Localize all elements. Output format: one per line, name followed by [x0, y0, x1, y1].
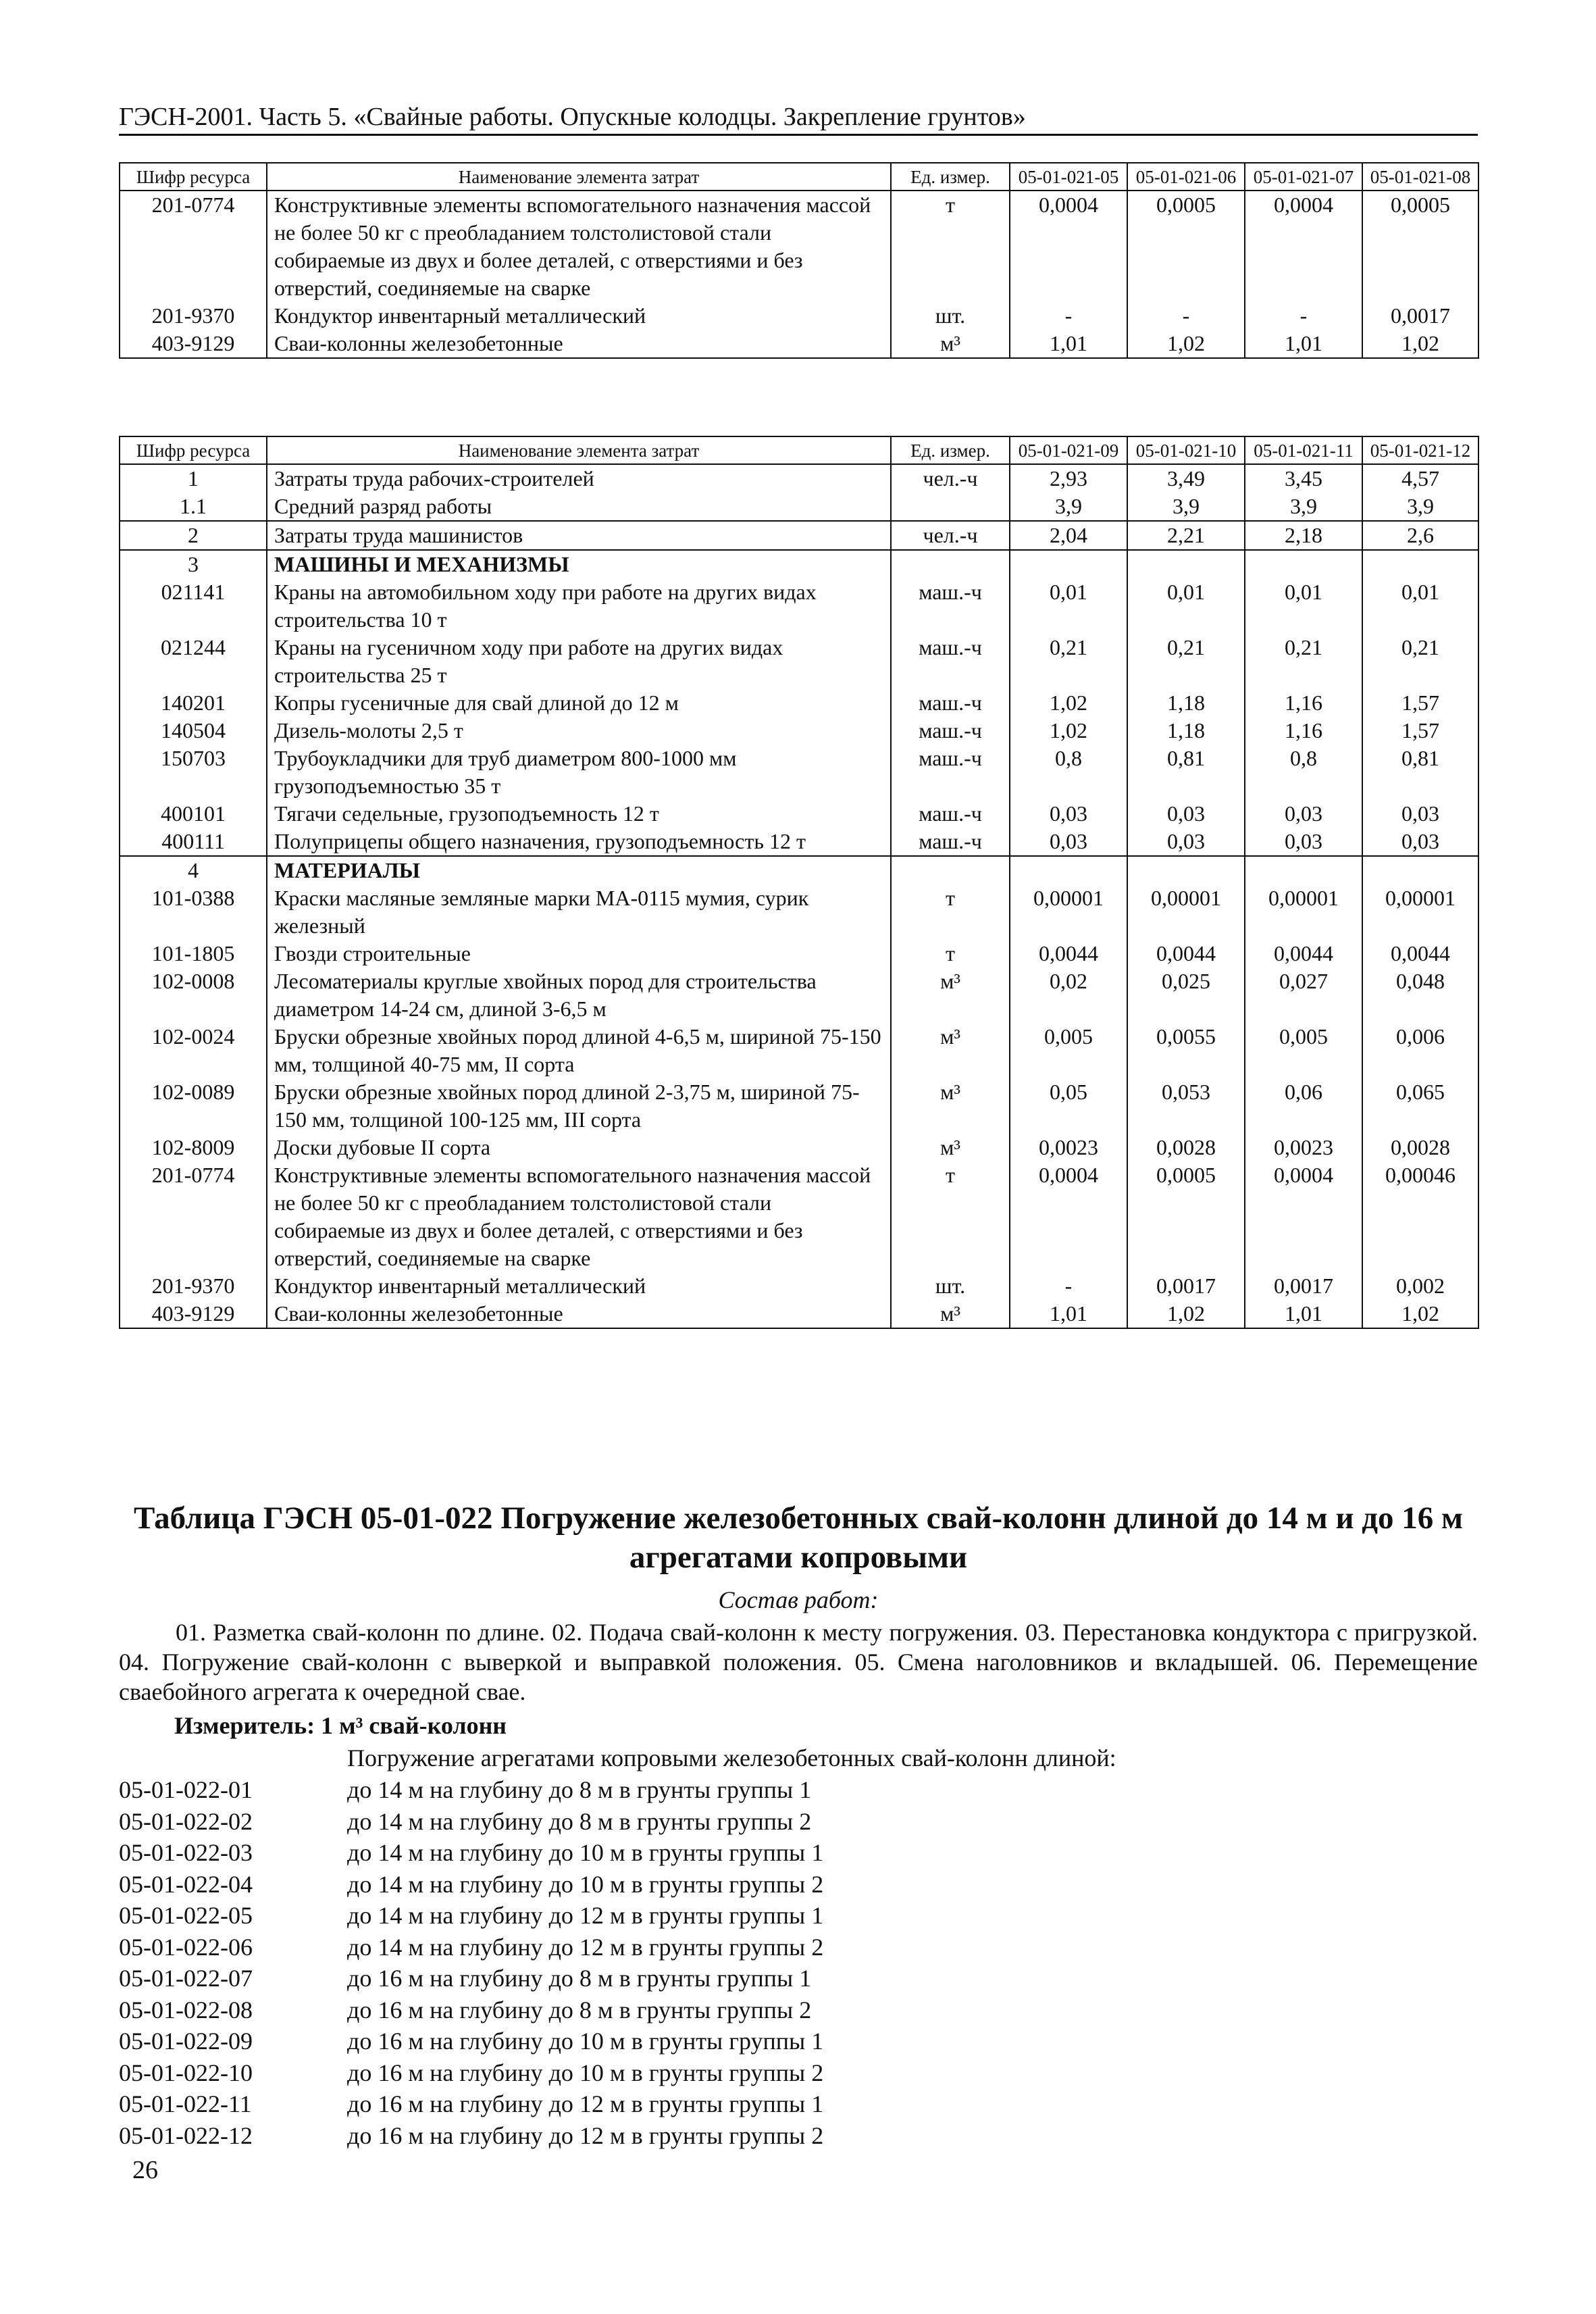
value-cell: 0,0017	[1127, 1272, 1245, 1300]
section-heading-row	[120, 550, 1478, 578]
resource-code-cell: 1.1	[120, 493, 267, 521]
col-header-norm: 05-01-021-05	[1010, 163, 1127, 191]
value-cell: 2,18	[1245, 521, 1362, 550]
unit-cell: т	[891, 884, 1010, 940]
norm-list-item	[119, 1900, 823, 1932]
norm-description: до 16 м на глубину до 12 м в грунты группы 2	[347, 2121, 824, 2149]
resource-code-cell: 102-0008	[120, 967, 267, 1023]
table-row	[120, 717, 1478, 745]
norm-description: до 16 м на глубину до 10 м в грунты группы 2	[347, 2059, 824, 2086]
value-cell: 3,9	[1245, 493, 1362, 521]
resource-name-cell: Конструктивные элементы вспомогательного назначения массой не более 50 кг с преобладанием толстолистовой стали собираемые из двух и более деталей, с отверстиями и без отверстий, соединяемые на сварке	[267, 191, 891, 302]
norm-code: 05-01-022-02	[119, 1807, 253, 1835]
value-cell	[1010, 550, 1127, 578]
resource-code-cell: 102-0089	[120, 1078, 267, 1134]
value-cell: 2,6	[1362, 521, 1478, 550]
page-number: 26	[132, 2156, 158, 2184]
resource-name-cell: Гвозди строительные	[267, 940, 891, 967]
table-row	[120, 464, 1478, 493]
value-cell	[1362, 550, 1478, 578]
col-header-code: Шифр ресурса	[120, 163, 267, 191]
value-cell: 1,02	[1127, 330, 1245, 358]
resource-code-cell: 101-0388	[120, 884, 267, 940]
col-header-unit: Ед. измер.	[891, 436, 1010, 464]
value-cell: 1,01	[1010, 330, 1127, 358]
value-cell: 1,01	[1010, 1300, 1127, 1328]
unit-cell: маш.-ч	[891, 800, 1010, 828]
col-header-name: Наименование элемента затрат	[267, 163, 891, 191]
norm-code: 05-01-022-05	[119, 1902, 253, 1929]
value-cell: 0,01	[1127, 578, 1245, 634]
norm-code: 05-01-022-01	[119, 1776, 253, 1803]
value-cell: 1,01	[1245, 330, 1362, 358]
table-row	[120, 302, 1478, 330]
unit-cell: т	[891, 940, 1010, 967]
value-cell: -	[1010, 302, 1127, 330]
value-cell: 0,0017	[1245, 1272, 1362, 1300]
resource-code-cell: 150703	[120, 745, 267, 800]
value-cell: -	[1127, 302, 1245, 330]
value-cell: 0,01	[1245, 578, 1362, 634]
value-cell: 0,0044	[1362, 940, 1478, 967]
value-cell: 3,45	[1245, 464, 1362, 493]
table-row	[120, 884, 1478, 940]
col-header-norm: 05-01-021-10	[1127, 436, 1245, 464]
value-cell: 0,8	[1245, 745, 1362, 800]
value-cell: 2,21	[1127, 521, 1245, 550]
value-cell: 0,0005	[1362, 191, 1478, 302]
table-row	[120, 828, 1478, 856]
page-header: ГЭСН-2001. Часть 5. «Свайные работы. Опускные колодцы. Закрепление грунтов»	[119, 101, 1478, 136]
value-cell: 1,02	[1127, 1300, 1245, 1328]
norm-code: 05-01-022-06	[119, 1933, 253, 1961]
value-cell: 1,16	[1245, 717, 1362, 745]
value-cell: 0,03	[1127, 800, 1245, 828]
norm-description: до 14 м на глубину до 12 м в грунты группы 2	[347, 1933, 824, 1961]
resource-name-cell: Доски дубовые II сорта	[267, 1134, 891, 1161]
value-cell: 0,06	[1245, 1078, 1362, 1134]
resource-code-cell: 140201	[120, 689, 267, 717]
unit-cell: маш.-ч	[891, 828, 1010, 856]
norm-description: до 14 м на глубину до 10 м в грунты группы 1	[347, 1839, 824, 1866]
value-cell: 0,21	[1127, 634, 1245, 689]
value-cell	[1245, 856, 1362, 884]
resource-name-cell: Затраты труда рабочих-строителей	[267, 464, 891, 493]
col-header-norm: 05-01-021-08	[1362, 163, 1478, 191]
col-header-norm: 05-01-021-07	[1245, 163, 1362, 191]
value-cell: 0,00046	[1362, 1161, 1478, 1272]
value-cell: 0,0023	[1245, 1134, 1362, 1161]
value-cell: 0,005	[1010, 1023, 1127, 1078]
resource-code-cell: 201-9370	[120, 1272, 267, 1300]
value-cell: 0,03	[1127, 828, 1245, 856]
resource-name-cell: Средний разряд работы	[267, 493, 891, 521]
work-composition-heading: Состав работ:	[718, 1586, 879, 1613]
value-cell: 0,002	[1362, 1272, 1478, 1300]
value-cell: 0,0028	[1127, 1134, 1245, 1161]
value-cell: 0,0004	[1010, 191, 1127, 302]
value-cell: 0,8	[1010, 745, 1127, 800]
norm-code: 05-01-022-04	[119, 1870, 253, 1898]
table-row	[120, 1300, 1478, 1328]
value-cell: 0,005	[1245, 1023, 1362, 1078]
col-header-code: Шифр ресурса	[120, 436, 267, 464]
value-cell: 1,18	[1127, 717, 1245, 745]
unit-cell: маш.-ч	[891, 745, 1010, 800]
norm-list-item	[119, 2057, 823, 2089]
unit-cell: м³	[891, 330, 1010, 358]
value-cell: 3,9	[1362, 493, 1478, 521]
value-cell: 0,0004	[1245, 191, 1362, 302]
norm-code: 05-01-022-07	[119, 1965, 253, 1992]
resource-name-cell: Полуприцепы общего назначения, грузоподъемность 12 т	[267, 828, 891, 856]
table-row	[120, 800, 1478, 828]
value-cell: 0,0044	[1127, 940, 1245, 967]
table-row	[120, 330, 1478, 358]
norms-list	[119, 1774, 823, 2151]
value-cell: 0,00001	[1127, 884, 1245, 940]
table-row	[120, 1134, 1478, 1161]
resource-code-cell: 400111	[120, 828, 267, 856]
unit-cell: шт.	[891, 302, 1010, 330]
table-row	[120, 967, 1478, 1023]
norm-code: 05-01-022-03	[119, 1839, 253, 1866]
value-cell	[1127, 550, 1245, 578]
value-cell: 0,81	[1362, 745, 1478, 800]
value-cell: 4,57	[1362, 464, 1478, 493]
resource-code-cell: 201-9370	[120, 302, 267, 330]
unit-cell: м³	[891, 1078, 1010, 1134]
value-cell: 1,57	[1362, 689, 1478, 717]
value-cell: 0,0023	[1010, 1134, 1127, 1161]
value-cell: 1,02	[1362, 330, 1478, 358]
norm-list-item	[119, 1774, 823, 1806]
resource-name-cell: Кондуктор инвентарный металлический	[267, 1272, 891, 1300]
value-cell: 0,0055	[1127, 1023, 1245, 1078]
value-cell: 0,01	[1010, 578, 1127, 634]
table-row	[120, 1023, 1478, 1078]
norms-list-intro: Погружение агрегатами копровыми железобетонных свай-колонн длиной:	[347, 1744, 1116, 1771]
norm-description: до 14 м на глубину до 8 м в грунты группы 1	[347, 1776, 812, 1803]
resource-name-cell: Сваи-колонны железобетонные	[267, 1300, 891, 1328]
resource-name-cell: Трубоукладчики для труб диаметром 800-1000 мм грузоподъемностью 35 т	[267, 745, 891, 800]
value-cell: -	[1010, 1272, 1127, 1300]
value-cell: 0,0017	[1362, 302, 1478, 330]
unit-cell: м³	[891, 967, 1010, 1023]
resource-code-cell: 4	[120, 856, 267, 884]
table-row	[120, 940, 1478, 967]
value-cell: 1,57	[1362, 717, 1478, 745]
value-cell: 0,0044	[1245, 940, 1362, 967]
value-cell: 0,0044	[1010, 940, 1127, 967]
resource-name-cell: Бруски обрезные хвойных пород длиной 2-3,75 м, шириной 75-150 мм, толщиной 100-125 мм, III сорта	[267, 1078, 891, 1134]
resource-name-cell: Бруски обрезные хвойных пород длиной 4-6,5 м, шириной 75-150 мм, толщиной 40-75 мм, II сорта	[267, 1023, 891, 1078]
resource-code-cell: 2	[120, 521, 267, 550]
value-cell	[1362, 856, 1478, 884]
col-header-norm: 05-01-021-11	[1245, 436, 1362, 464]
col-header-name: Наименование элемента затрат	[267, 436, 891, 464]
resource-code-cell: 021244	[120, 634, 267, 689]
table-row	[120, 689, 1478, 717]
norm-code: 05-01-022-08	[119, 1996, 253, 2023]
value-cell: 3,49	[1127, 464, 1245, 493]
table-row	[120, 634, 1478, 689]
value-cell	[1245, 550, 1362, 578]
table-header-row	[120, 163, 1478, 191]
norm-code: 05-01-022-09	[119, 2028, 253, 2055]
norm-code: 05-01-022-11	[119, 2090, 252, 2117]
norm-list-item	[119, 1869, 823, 1901]
resource-name-cell: Копры гусеничные для свай длиной до 12 м	[267, 689, 891, 717]
table-row	[120, 578, 1478, 634]
section-title: Таблица ГЭСН 05-01-022 Погружение железобетонных свай-колонн длиной до 14 м и до 16 м агрегатами копровыми	[133, 1501, 1464, 1575]
unit-cell	[891, 493, 1010, 521]
resource-name-cell: Лесоматериалы круглые хвойных пород для строительства диаметром 14-24 см, длиной 3-6,5 м	[267, 967, 891, 1023]
resource-code-cell: 201-0774	[120, 1161, 267, 1272]
resource-table-a	[119, 162, 1479, 359]
resource-code-cell: 201-0774	[120, 191, 267, 302]
value-cell: 0,0004	[1245, 1161, 1362, 1272]
resource-table-b	[119, 436, 1479, 1329]
value-cell: 3,9	[1127, 493, 1245, 521]
value-cell: 0,21	[1362, 634, 1478, 689]
resource-code-cell: 400101	[120, 800, 267, 828]
value-cell: 0,0004	[1010, 1161, 1127, 1272]
value-cell: 0,053	[1127, 1078, 1245, 1134]
unit-cell: чел.-ч	[891, 521, 1010, 550]
norm-code: 05-01-022-12	[119, 2121, 253, 2149]
value-cell: 1,02	[1010, 689, 1127, 717]
norm-description: до 14 м на глубину до 8 м в грунты группы 2	[347, 1807, 812, 1835]
unit-cell: шт.	[891, 1272, 1010, 1300]
table-row	[120, 1272, 1478, 1300]
value-cell: 0,03	[1362, 828, 1478, 856]
resource-name-cell: Сваи-колонны железобетонные	[267, 330, 891, 358]
value-cell: 0,006	[1362, 1023, 1478, 1078]
unit-cell: маш.-ч	[891, 634, 1010, 689]
value-cell: 0,03	[1010, 800, 1127, 828]
value-cell: 0,02	[1010, 967, 1127, 1023]
resource-code-cell: 1	[120, 464, 267, 493]
col-header-norm: 05-01-021-06	[1127, 163, 1245, 191]
value-cell	[1010, 856, 1127, 884]
value-cell: 1,02	[1010, 717, 1127, 745]
unit-cell: маш.-ч	[891, 578, 1010, 634]
unit-cell	[891, 856, 1010, 884]
value-cell: 1,18	[1127, 689, 1245, 717]
measurement-unit: Измеритель: 1 м³ свай-колонн	[174, 1712, 507, 1739]
value-cell: 2,04	[1010, 521, 1127, 550]
value-cell: 0,025	[1127, 967, 1245, 1023]
norm-list-item	[119, 1932, 823, 1963]
resource-name-cell: Кондуктор инвентарный металлический	[267, 302, 891, 330]
table-row	[120, 493, 1478, 521]
resource-code-cell: 3	[120, 550, 267, 578]
resource-code-cell: 403-9129	[120, 1300, 267, 1328]
section-heading-row	[120, 856, 1478, 884]
col-header-norm: 05-01-021-09	[1010, 436, 1127, 464]
value-cell: 0,065	[1362, 1078, 1478, 1134]
value-cell: 0,81	[1127, 745, 1245, 800]
resource-name-cell: Затраты труда машинистов	[267, 521, 891, 550]
value-cell: 0,21	[1245, 634, 1362, 689]
value-cell: 0,0005	[1127, 191, 1245, 302]
norm-description: до 16 м на глубину до 10 м в грунты группы 1	[347, 2028, 824, 2055]
resource-code-cell: 403-9129	[120, 330, 267, 358]
norm-description: до 14 м на глубину до 10 м в грунты группы 2	[347, 1870, 824, 1898]
unit-cell: маш.-ч	[891, 717, 1010, 745]
resource-name-cell: МАТЕРИАЛЫ	[267, 856, 891, 884]
norm-code: 05-01-022-10	[119, 2059, 253, 2086]
norm-list-item	[119, 2120, 823, 2152]
norm-description: до 16 м на глубину до 8 м в грунты группы 2	[347, 1996, 812, 2023]
resource-name-cell: Тягачи седельные, грузоподъемность 12 т	[267, 800, 891, 828]
value-cell: 0,01	[1362, 578, 1478, 634]
unit-cell	[891, 550, 1010, 578]
resource-name-cell: Краски масляные земляные марки МА-0115 мумия, сурик железный	[267, 884, 891, 940]
resource-name-cell: Конструктивные элементы вспомогательного назначения массой не более 50 кг с преобладанием толстолистовой стали собираемые из двух и более деталей, с отверстиями и без отверстий, соединяемые на сварке	[267, 1161, 891, 1272]
unit-cell: чел.-ч	[891, 464, 1010, 493]
table-header-row	[120, 436, 1478, 464]
norm-list-item	[119, 2088, 823, 2120]
resource-code-cell: 140504	[120, 717, 267, 745]
table-row	[120, 745, 1478, 800]
value-cell: 0,0005	[1127, 1161, 1245, 1272]
norm-list-item	[119, 1963, 823, 1994]
table-row	[120, 191, 1478, 302]
table-row	[120, 1078, 1478, 1134]
unit-cell: т	[891, 1161, 1010, 1272]
value-cell: 0,027	[1245, 967, 1362, 1023]
value-cell: 2,93	[1010, 464, 1127, 493]
value-cell: 0,048	[1362, 967, 1478, 1023]
value-cell: 0,00001	[1010, 884, 1127, 940]
value-cell: 0,21	[1010, 634, 1127, 689]
value-cell: 0,03	[1245, 800, 1362, 828]
norm-list-item	[119, 2026, 823, 2057]
value-cell: 1,16	[1245, 689, 1362, 717]
value-cell: 1,02	[1362, 1300, 1478, 1328]
unit-cell: м³	[891, 1300, 1010, 1328]
work-composition-text: 01. Разметка свай-колонн по длине. 02. Подача свай-колонн к месту погружения. 03. Перестановка кондуктора с пригрузкой. 04. Погружение свай-колонн с выверкой и выправкой положения. 05. Смена наголовников и вкладышей. 06. Перемещение сваебойного агрегата к очередной свае.	[119, 1619, 1478, 1705]
value-cell: 0,03	[1010, 828, 1127, 856]
value-cell: 0,0028	[1362, 1134, 1478, 1161]
value-cell: 1,01	[1245, 1300, 1362, 1328]
value-cell: 3,9	[1010, 493, 1127, 521]
value-cell: 0,03	[1245, 828, 1362, 856]
value-cell: 0,00001	[1362, 884, 1478, 940]
value-cell	[1127, 856, 1245, 884]
norm-description: до 16 м на глубину до 12 м в грунты группы 1	[347, 2090, 824, 2117]
value-cell: 0,00001	[1245, 884, 1362, 940]
norm-list-item	[119, 1837, 823, 1869]
resource-code-cell: 021141	[120, 578, 267, 634]
resource-name-cell: Краны на автомобильном ходу при работе на других видах строительства 10 т	[267, 578, 891, 634]
norm-list-item	[119, 1994, 823, 2026]
resource-name-cell: Дизель-молоты 2,5 т	[267, 717, 891, 745]
col-header-unit: Ед. измер.	[891, 163, 1010, 191]
resource-code-cell: 102-0024	[120, 1023, 267, 1078]
resource-name-cell: Краны на гусеничном ходу при работе на других видах строительства 25 т	[267, 634, 891, 689]
resource-code-cell: 102-8009	[120, 1134, 267, 1161]
resource-code-cell: 101-1805	[120, 940, 267, 967]
norm-description: до 16 м на глубину до 8 м в грунты группы 1	[347, 1965, 812, 1992]
resource-name-cell: МАШИНЫ И МЕХАНИЗМЫ	[267, 550, 891, 578]
unit-cell: м³	[891, 1134, 1010, 1161]
unit-cell: маш.-ч	[891, 689, 1010, 717]
value-cell: 0,05	[1010, 1078, 1127, 1134]
value-cell: 0,03	[1362, 800, 1478, 828]
table-row	[120, 1161, 1478, 1272]
norm-list-item	[119, 1806, 823, 1838]
unit-cell: т	[891, 191, 1010, 302]
value-cell: -	[1245, 302, 1362, 330]
norm-description: до 14 м на глубину до 12 м в грунты группы 1	[347, 1902, 824, 1929]
table-row	[120, 521, 1478, 550]
unit-cell: м³	[891, 1023, 1010, 1078]
col-header-norm: 05-01-021-12	[1362, 436, 1478, 464]
